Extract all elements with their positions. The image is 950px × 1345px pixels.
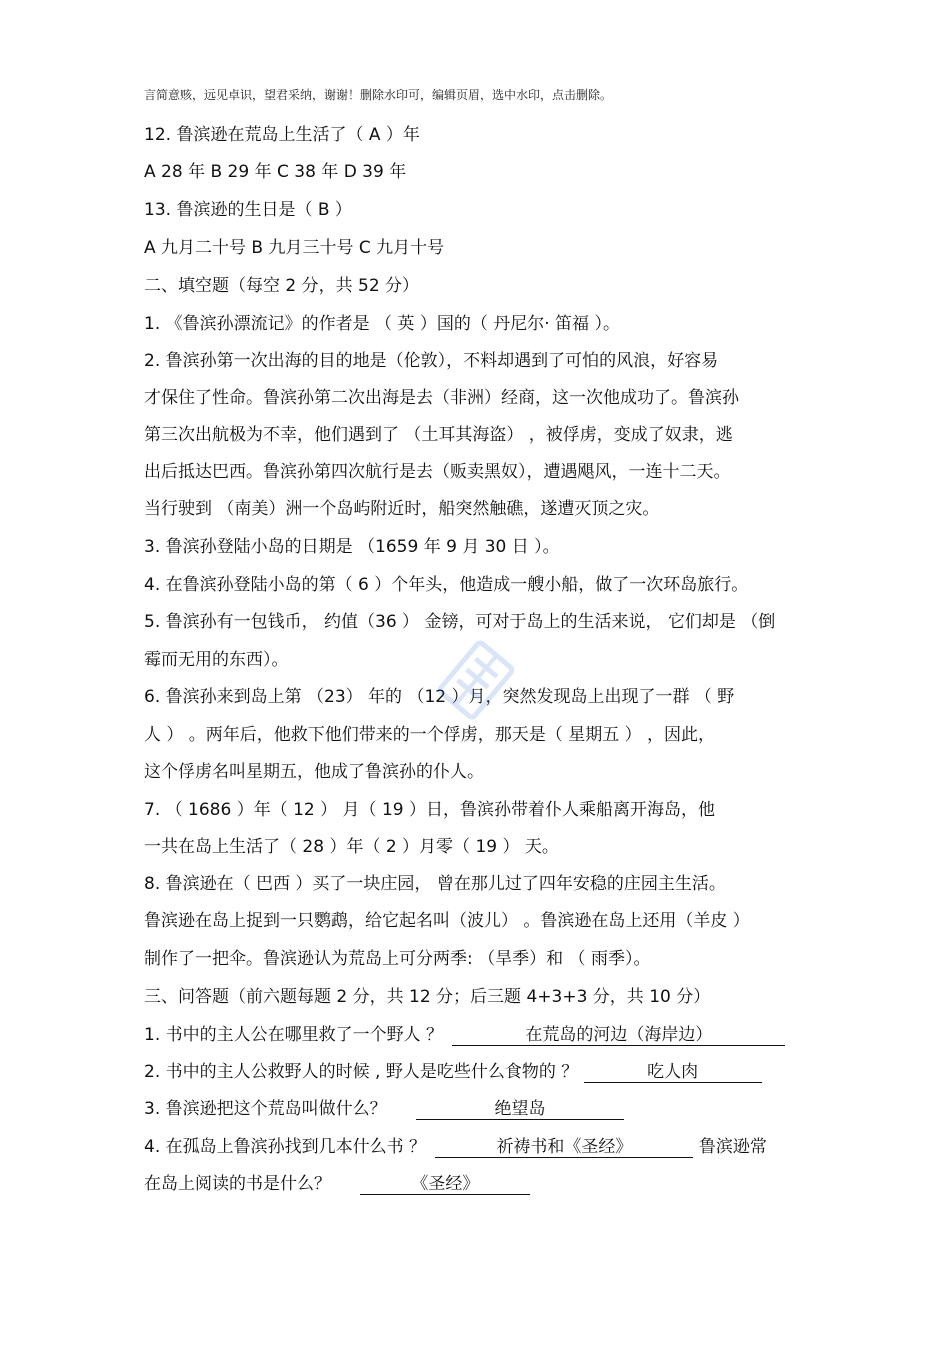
qa-1-question: 1. 书中的主人公在哪里救了一个野人 ？ xyxy=(144,1025,444,1045)
fill-3: 3. 鲁滨孙登陆小岛的日期是 （1659 年 9 月 30 日 ）。 xyxy=(144,537,560,557)
q13-text: 13. 鲁滨逊的生日是（ B ） xyxy=(144,200,352,220)
qa-3-answer: 绝望岛 xyxy=(416,1099,624,1120)
fill-8-line-2: 鲁滨逊在岛上捉到一只鹦鹉，给它起名叫（波儿） 。鲁滨逊在岛上还用（羊皮 ） xyxy=(144,911,750,931)
fill-2-line-5: 当行驶到 （南美）洲一个岛屿附近时，船突然触礁，遂遭灭顶之灾。 xyxy=(144,499,660,519)
fill-7-line-1: 7. （ 1686 ）年（ 12 ） 月（ 19 ）日，鲁滨孙带着仆人乘船离开海岛，他 xyxy=(144,800,715,820)
fill-8-line-1: 8. 鲁滨逊在（ 巴西 ）买了一块庄园， 曾在那儿过了四年安稳的庄园主生活。 xyxy=(144,874,726,894)
section-two-heading: 二、填空题（每空 2 分，共 52 分） xyxy=(144,276,420,296)
qa-4b-question: 在岛上阅读的书是什么？ xyxy=(144,1174,331,1194)
qa-1-answer: 在荒岛的河边（海岸边） xyxy=(452,1025,785,1046)
section-three-heading: 三、问答题（前六题每题 2 分，共 12 分；后三题 4+3+3 分，共 10 分） xyxy=(144,987,711,1007)
fill-2-line-2: 才保住了性命。鲁滨孙第二次出海是去（非洲）经商，这一次他成功了。鲁滨孙 xyxy=(144,388,739,408)
qa-4-tail: 鲁滨逊常 xyxy=(698,1137,767,1157)
qa-4-answer: 祈祷书和《圣经》 xyxy=(435,1137,693,1158)
fill-5-line-1: 5. 鲁滨孙有一包钱币， 约值（36 ） 金镑，可对于岛上的生活来说， 它们却是 （倒 xyxy=(144,612,776,632)
qa-2-question: 2. 书中的主人公救野人的时候 , 野人是吃些什么食物的 ？ xyxy=(144,1062,579,1082)
fill-6-line-3: 这个俘虏名叫星期五，他成了鲁滨孙的仆人。 xyxy=(144,762,484,782)
fill-8-line-3: 制作了一把伞。鲁滨逊认为荒岛上可分两季: （旱季）和 （ 雨季）。 xyxy=(144,949,651,969)
fill-2-line-1: 2. 鲁滨孙第一次出海的目的地是（伦敦），不料却遇到了可怕的风浪，好容易 xyxy=(144,351,719,371)
fill-7-line-2: 一共在岛上生活了（ 28 ）年（ 2 ）月零（ 19 ） 天。 xyxy=(144,837,559,857)
qa-3 xyxy=(144,1098,624,1120)
qa-2-answer: 吃人肉 xyxy=(584,1062,762,1083)
q13-options: A 九月二十号 B 九月三十号 C 九月十号 xyxy=(144,238,445,258)
q12-options: A 28 年 B 29 年 C 38 年 D 39 年 xyxy=(144,162,407,182)
qa-4b-answer: 《圣经》 xyxy=(360,1174,530,1195)
qa-4-line-1 xyxy=(144,1136,767,1158)
q12-text: 12. 鲁滨逊在荒岛上生活了（ A ）年 xyxy=(144,125,420,145)
watermark-stamp-icon xyxy=(420,624,533,737)
fill-6-line-1: 6. 鲁滨孙来到岛上第 （23） 年的 （12 ）月，突然发现岛上出现了一群 （ 野 xyxy=(144,687,735,707)
qa-4-question: 4. 在孤岛上鲁滨孙找到几本什么书 ？ xyxy=(144,1137,427,1157)
fill-2-line-3: 第三次出航极为不幸，他们遇到了 （土耳其海盗） ，被俘虏，变成了奴隶，逃 xyxy=(144,425,733,445)
header-note: 言简意赅，远见卓识，望君采纳，谢谢！删除水印可，编辑页眉，选中水印，点击删除。 xyxy=(144,88,613,102)
fill-2-line-4: 出后抵达巴西。鲁滨孙第四次航行是去（贩卖黑奴），遭遇飓风，一连十二天。 xyxy=(144,462,731,482)
qa-4-line-2 xyxy=(144,1173,530,1195)
qa-2 xyxy=(144,1061,762,1083)
fill-4: 4. 在鲁滨孙登陆小岛的第（ 6 ）个年头，他造成一艘小船，做了一次环岛旅行。 xyxy=(144,575,749,595)
fill-5-line-2: 霉而无用的东西）。 xyxy=(144,650,289,670)
fill-1: 1. 《鲁滨孙漂流记》的作者是 （ 英 ）国的（ 丹尼尔· 笛福 ）。 xyxy=(144,314,620,334)
qa-3-question: 3. 鲁滨逊把这个荒岛叫做什么？ xyxy=(144,1099,387,1119)
fill-6-line-2: 人 ） 。两年后，他救下他们带来的一个俘虏，那天是（ 星期五 ） ，因此， xyxy=(144,725,716,745)
qa-1 xyxy=(144,1024,785,1046)
